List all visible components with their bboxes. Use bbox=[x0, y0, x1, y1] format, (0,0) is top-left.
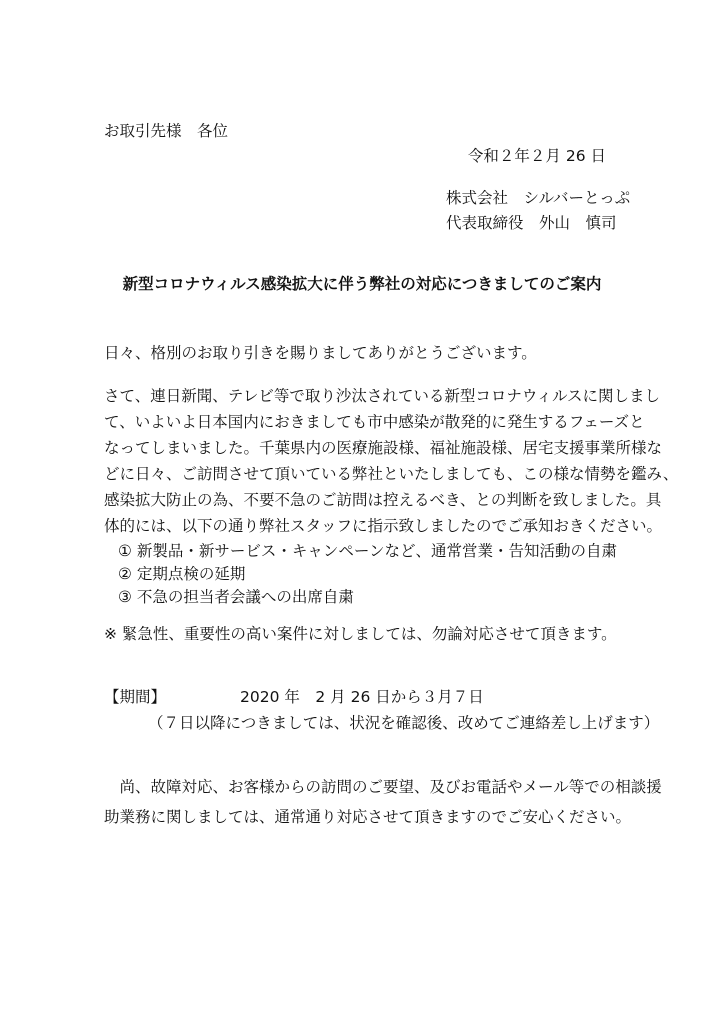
body-line: 感染拡大防止の為、不要不急のご訪問は控えるべき、との判断を致しました。具 bbox=[104, 491, 662, 509]
greeting: 日々、格別のお取り引きを賜りましてありがとうございます。 bbox=[104, 344, 537, 362]
measure-item: ③ 不急の担当者会議への出席自粛 bbox=[118, 588, 354, 606]
letter-date: 令和２年２月 26 日 bbox=[467, 147, 606, 165]
body-line: さて、連日新聞、テレビ等で取り沙汰されている新型コロナウィルスに関しまし bbox=[104, 387, 660, 405]
body-paragraph bbox=[104, 383, 679, 539]
closing-paragraph bbox=[104, 772, 662, 832]
measure-item: ② 定期点検の延期 bbox=[118, 565, 246, 583]
closing-line: 助業務に関しましては、通常通り対応させて頂きますのでご安心ください。 bbox=[104, 808, 632, 826]
note: ※ 緊急性、重要性の高い案件に対しましては、勿論対応させて頂きます。 bbox=[104, 625, 617, 643]
sender-company: 株式会社 シルバーとっぷ bbox=[446, 189, 631, 207]
measure-item: ① 新製品・新サービス・キャンペーンなど、通常営業・告知活動の自粛 bbox=[118, 542, 618, 560]
body-line: 体的には、以下の通り弊社スタッフに指示致しましたのでご承知おきください。 bbox=[104, 517, 663, 535]
period-value: 2020 年 2 月 26 日から３月７日 bbox=[240, 688, 484, 706]
period-note: （７日以降につきましては、状況を確認後、改めてご連絡差し上げます） bbox=[148, 714, 660, 732]
period-label: 【期間】 bbox=[104, 688, 167, 706]
addressee: お取引先様 各位 bbox=[104, 122, 229, 140]
body-line: て、いよいよ日本国内におきましても市中感染が散発的に発生するフェーズと bbox=[104, 413, 645, 431]
sender-representative: 代表取締役 外山 慎司 bbox=[446, 214, 617, 232]
document-title: 新型コロナウィルス感染拡大に伴う弊社の対応につきましてのご案内 bbox=[122, 275, 602, 293]
body-line: どに日々、ご訪問させて頂いている弊社といたしましても、この様な情勢を鑑み、 bbox=[104, 465, 679, 483]
body-line: なってしまいました。千葉県内の医療施設様、福祉施設様、居宅支援事業所様な bbox=[104, 439, 663, 457]
measures-list bbox=[118, 540, 617, 609]
closing-line: 尚、故障対応、お客様からの訪問のご要望、及びお電話やメール等での相談援 bbox=[104, 778, 662, 796]
